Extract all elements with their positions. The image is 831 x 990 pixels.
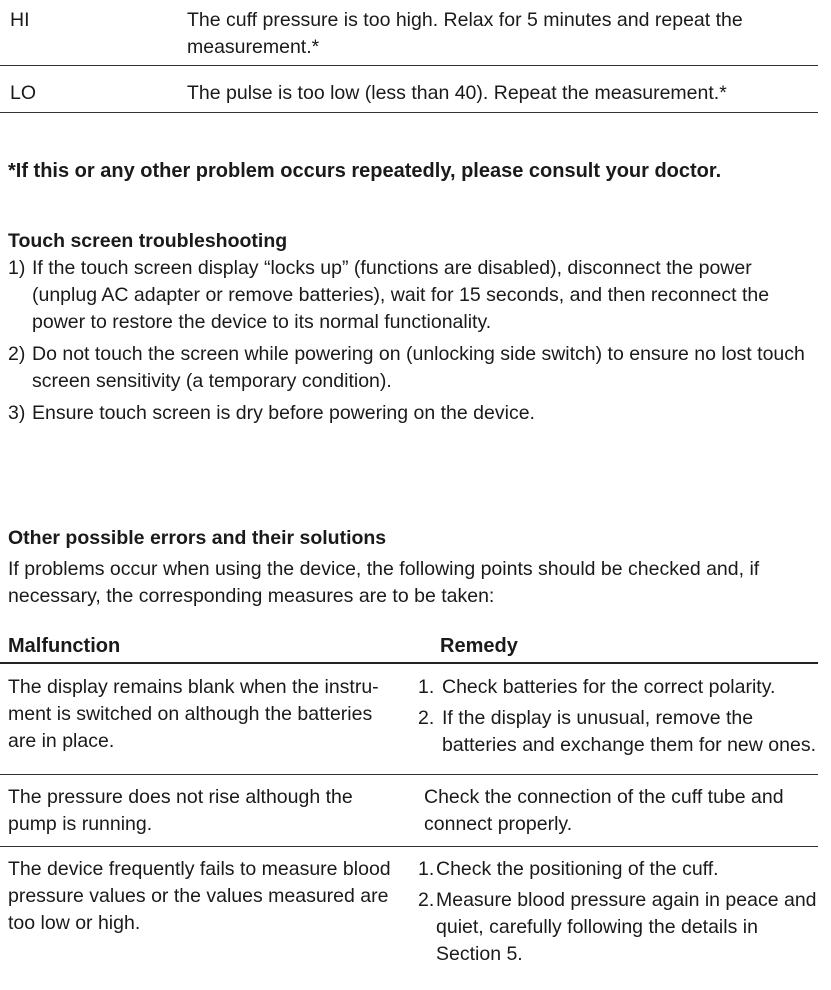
list-text: Ensure touch screen is dry before powering on the device.	[32, 402, 535, 424]
error-code: HI	[10, 9, 30, 31]
remedy-cell: Check the connection of the cuff tube and connect properly.	[424, 786, 784, 835]
error-code: LO	[10, 82, 37, 104]
remedy-item	[418, 705, 823, 759]
error-description: The pulse is too low (less than 40). Repeat the measurement.*	[187, 82, 727, 104]
touch-list	[8, 255, 820, 432]
column-header-malfunction: Malfunction	[8, 635, 121, 657]
remedy-text: Check batteries for the correct polarity.	[442, 676, 776, 698]
list-number: 3)	[8, 402, 26, 424]
remedy-item	[418, 856, 823, 883]
remedy-number: 1.	[418, 676, 435, 698]
list-item	[8, 400, 820, 427]
malfunction-cell: The pressure does not rise although the pump is running.	[8, 786, 353, 835]
remedy-number: 1.	[418, 858, 435, 880]
list-text: Do not touch the screen while powering on (unlocking side switch) to ensure no lost touch screen sensitivity (a temporary condition).	[32, 343, 805, 392]
malfunction-cell: The display remains blank when the instru-ment is switched on although the batteries are in place.	[8, 676, 379, 752]
remedy-number: 2.	[418, 707, 435, 729]
malfunction-cell: The device frequently fails to measure blood pressure values or the values measured are too low or high.	[8, 858, 391, 934]
list-item	[8, 255, 820, 336]
remedy-text: If the display is unusual, remove the batteries and exchange them for new ones.	[442, 707, 816, 756]
column-header-remedy: Remedy	[440, 635, 518, 657]
remedy-text: Measure blood pressure again in peace and quiet, carefully following the details in Section 5.	[436, 889, 817, 965]
doctor-warning: *If this or any other problem occurs repeatedly, please consult your doctor.	[8, 160, 722, 182]
list-number: 2)	[8, 343, 26, 365]
table-header-rule	[0, 662, 818, 664]
remedy-item	[418, 674, 823, 701]
other-errors-intro: If problems occur when using the device, the following points should be checked and, if necessary, the corresponding measures are to be taken:	[8, 558, 760, 607]
list-text: If the touch screen display “locks up” (functions are disabled), disconnect the power (unplug AC adapter or remove batteries), wait for 15 seconds, and then reconnect the power to restore the device to its normal functionality.	[32, 257, 770, 333]
remedy-text: Check the positioning of the cuff.	[436, 858, 719, 880]
remedy-number: 2.	[418, 889, 435, 911]
remedy-cell	[418, 856, 823, 972]
touch-heading: Touch screen troubleshooting	[8, 230, 288, 252]
remedy-item	[418, 887, 823, 968]
error-description: The cuff pressure is too high. Relax for 5 minutes and repeat the measurement.*	[187, 9, 743, 58]
table-divider	[0, 846, 818, 847]
table-divider	[0, 774, 818, 775]
table-divider	[0, 65, 818, 66]
list-item	[8, 341, 820, 395]
list-number: 1)	[8, 257, 26, 279]
remedy-cell	[418, 674, 823, 763]
table-divider	[0, 112, 818, 113]
other-errors-heading: Other possible errors and their solutions	[8, 527, 387, 549]
